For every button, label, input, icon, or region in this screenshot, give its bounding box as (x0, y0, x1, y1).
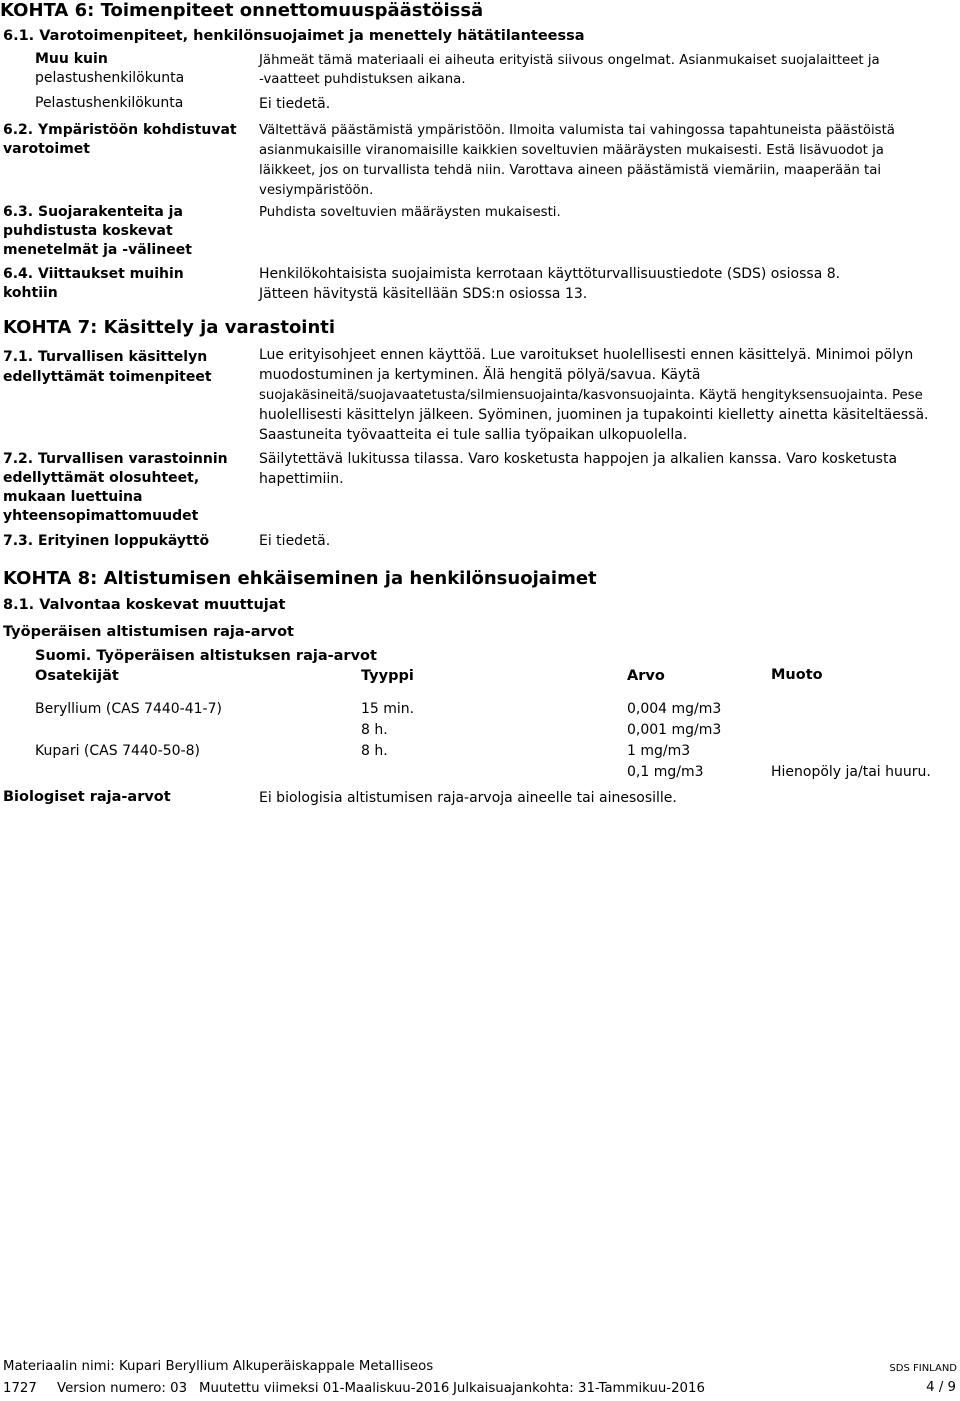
muu-label-line-2: pelastushenkilökunta (35, 70, 185, 86)
footer-modified: Muutettu viimeksi 01-Maaliskuu-2016 (199, 1381, 450, 1396)
footer-version: Version numero: 03 (57, 1381, 188, 1396)
section-8-1-heading: 8.1. Valvontaa koskevat muuttujat (3, 597, 286, 613)
muu-value-line-1: Jähmeät tämä materiaali ei aiheuta erityistä siivous ongelmat. Asianmukaiset suojalaitteet ja (259, 53, 880, 68)
footer-sds-region: SDS FINLAND (889, 1363, 957, 1374)
muu-label-line-1: Muu kuin (35, 51, 108, 67)
footer-doc-number: 1727 (3, 1381, 37, 1396)
section-6-1-heading: 6.1. Varotoimenpiteet, henkilönsuojaimet ja menettely hätätilanteessa (3, 28, 585, 44)
section-6-4-label-line: kohtiin (3, 285, 58, 301)
section-6-3-label-line: 6.3. Suojarakenteita ja (3, 204, 183, 220)
table-cell-component: Beryllium (CAS 7440-41-7) (35, 701, 222, 717)
pelastus-value: Ei tiedetä. (259, 96, 331, 112)
section-7-1-value-line: muodostuminen ja kertyminen. Älä hengitä pölyä/savua. Käytä (259, 367, 701, 383)
table-cell-component: Kupari (CAS 7440-50-8) (35, 743, 200, 759)
table-cell-type: 8 h. (361, 743, 388, 759)
section-7-1-value-line: suojakäsineitä/suojavaatetusta/silmiensuojainta/kasvonsuojainta. Käytä hengityksensuojainta. Pese (259, 388, 923, 403)
table-header-form: Muoto (771, 667, 823, 683)
section-6-2-value-line: läikkeet, jos on turvallista tehdä niin. Varottava aineen päästämistä viemäriin, maaperään tai (259, 163, 882, 178)
footer-material-name: Materiaalin nimi: Kupari Beryllium Alkuperäiskappale Metalliseos (3, 1359, 434, 1374)
section-7-title: KOHTA 7: Käsittely ja varastointi (3, 317, 336, 338)
footer-published: Julkaisuajankohta: 31-Tammikuu-2016 (453, 1381, 705, 1396)
section-6-3-value: Puhdista soveltuvien määräysten mukaisesti. (259, 205, 561, 220)
section-6-4-label-line: 6.4. Viittaukset muihin (3, 266, 184, 282)
section-6-title: KOHTA 6: Toimenpiteet onnettomuuspäästöissä (0, 0, 484, 21)
section-7-1-value-line: huolellisesti käsittelyn jälkeen. Syöminen, juominen ja tupakointi kielletty ainetta käsiteltäessä. (259, 407, 929, 423)
section-6-4-value-line: Jätteen hävitystä käsitellään SDS:n osiossa 13. (259, 286, 588, 302)
section-7-2-value-line: Säilytettävä lukitussa tilassa. Varo kosketusta happojen ja alkalien kanssa. Varo kosketusta (259, 451, 898, 467)
table-cell-value: 0,001 mg/m3 (627, 722, 722, 738)
section-7-2-label-line: yhteensopimattomuudet (3, 508, 199, 524)
section-7-1-label-line: edellyttämät toimenpiteet (3, 369, 212, 385)
table-cell-type: 8 h. (361, 722, 388, 738)
muu-value-line-2: -vaatteet puhdistuksen aikana. (259, 72, 466, 87)
biological-limits-value: Ei biologisia altistumisen raja-arvoja aineelle tai ainesosille. (259, 790, 677, 806)
section-6-3-label-line: puhdistusta koskevat (3, 223, 173, 239)
section-6-2-label-line-1: 6.2. Ympäristöön kohdistuvat (3, 122, 237, 138)
section-6-2-value-line: vesiympäristöön. (259, 183, 374, 198)
exposure-limits-subheading: Työperäisen altistumisen raja-arvot (3, 624, 294, 640)
section-7-1-value-line: Saastuneita työvaatteita ei tule sallia työpaikan ulkopuolella. (259, 427, 688, 443)
section-7-2-label-line: edellyttämät olosuhteet, (3, 470, 200, 486)
pelastus-label: Pelastushenkilökunta (35, 95, 184, 111)
limits-table-title: Suomi. Työperäisen altistuksen raja-arvot (35, 648, 377, 664)
section-6-2-label-line-2: varotoimet (3, 141, 90, 157)
table-cell-value: 0,004 mg/m3 (627, 701, 722, 717)
table-header-value: Arvo (627, 668, 665, 684)
section-7-1-label-line: 7.1. Turvallisen käsittelyn (3, 349, 208, 365)
biological-limits-label: Biologiset raja-arvot (3, 789, 171, 805)
section-7-2-value-line: hapettimiin. (259, 471, 344, 487)
section-7-2-label-line: mukaan luettuina (3, 489, 143, 505)
section-6-2-value-line: asianmukaisille viranomaisille kaikkien soveltuvien määräysten mukaisesti. Estä lisävuodot ja (259, 143, 884, 158)
table-cell-value: 0,1 mg/m3 (627, 764, 704, 780)
section-6-2-value-line: Vältettävä päästämistä ympäristöön. Ilmoita valumista tai vahingossa tapahtuneista päästöistä (259, 123, 895, 138)
footer-page-number: 4 / 9 (926, 1380, 956, 1395)
section-6-4-value-line: Henkilökohtaisista suojaimista kerrotaan käyttöturvallisuustiedote (SDS) osiossa 8. (259, 266, 841, 282)
table-header-type: Tyyppi (361, 668, 414, 684)
section-8-title: KOHTA 8: Altistumisen ehkäiseminen ja henkilönsuojaimet (3, 568, 597, 589)
table-header-component: Osatekijät (35, 668, 119, 684)
section-7-3-label: 7.3. Erityinen loppukäyttö (3, 533, 210, 549)
section-7-1-value-line: Lue erityisohjeet ennen käyttöä. Lue varoitukset huolellisesti ennen käsittelyä. Minimoi pölyn (259, 347, 914, 363)
section-6-3-label-line: menetelmät ja -välineet (3, 242, 192, 258)
table-cell-type: 15 min. (361, 701, 415, 717)
section-7-3-value: Ei tiedetä. (259, 533, 331, 549)
table-cell-value: 1 mg/m3 (627, 743, 691, 759)
table-cell-form: Hienopöly ja/tai huuru. (771, 764, 931, 780)
section-7-2-label-line: 7.2. Turvallisen varastoinnin (3, 451, 228, 467)
